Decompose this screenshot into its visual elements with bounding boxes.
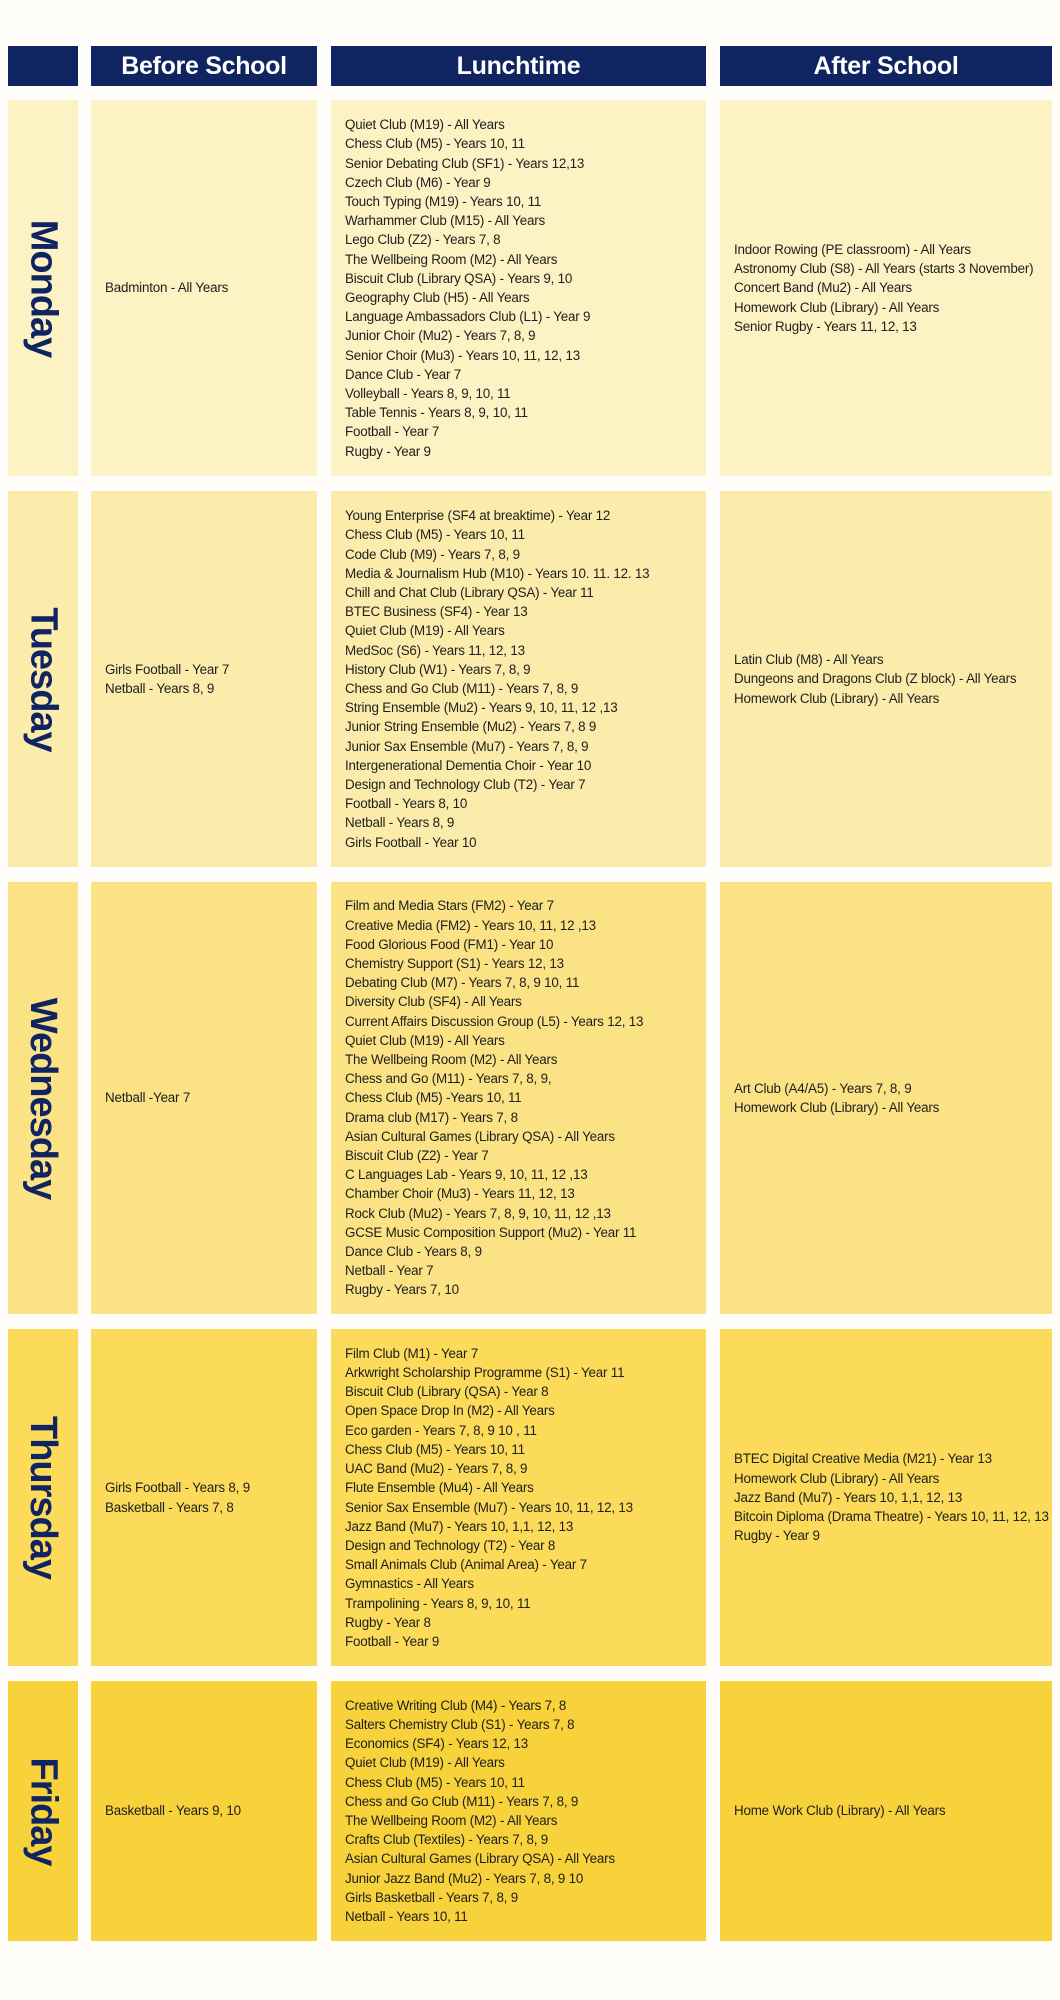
activity-item: Girls Football - Year 7 xyxy=(105,661,230,677)
activity-item: Concert Band (Mu2) - All Years xyxy=(734,280,912,296)
activity-item: Crafts Club (Textiles) - Years 7, 8, 9 xyxy=(345,1832,549,1848)
activity-item: Netball - Years 10, 11 xyxy=(345,1909,468,1925)
activity-item: Quiet Club (M19) - All Years xyxy=(345,1755,505,1771)
after-activities-monday xyxy=(720,100,1052,476)
activity-item: Intergenerational Dementia Choir - Year 10 xyxy=(345,757,592,773)
activity-item: Salters Chemistry Club (S1) - Years 7, 8 xyxy=(345,1716,575,1732)
activity-item: Basketball - Years 7, 8 xyxy=(105,1499,234,1515)
activity-item: Dungeons and Dragons Club (Z block) - All Years xyxy=(734,671,1017,687)
after-activities-thursday xyxy=(720,1329,1052,1666)
activity-item: History Club (W1) - Years 7, 8, 9 xyxy=(345,661,531,677)
activity-item: Young Enterprise (SF4 at breaktime) - Year 12 xyxy=(345,508,611,524)
activity-item: Chess Club (M5) - Years 10, 11 xyxy=(345,1441,525,1457)
activity-item: Arkwright Scholarship Programme (S1) - Year 11 xyxy=(345,1365,625,1381)
activity-item: Flute Ensemble (Mu4) - All Years xyxy=(345,1480,534,1496)
before-activities-thursday xyxy=(91,1329,317,1666)
activity-item: Design and Technology Club (T2) - Year 7 xyxy=(345,777,586,793)
activity-item: Art Club (A4/A5) - Years 7, 8, 9 xyxy=(734,1080,912,1096)
activity-item: Chamber Choir (Mu3) - Years 11, 12, 13 xyxy=(345,1186,575,1202)
header-before-school: Before School xyxy=(91,46,317,86)
activity-item: Rugby - Year 9 xyxy=(734,1528,820,1544)
activity-item: Badminton - All Years xyxy=(105,280,229,296)
header-after-school: After School xyxy=(720,46,1052,86)
activity-item: BTEC Digital Creative Media (M21) - Year 13 xyxy=(734,1451,992,1467)
activity-item: Asian Cultural Games (Library QSA) - All Years xyxy=(345,1128,615,1144)
activity-item: Senior Sax Ensemble (Mu7) - Years 10, 11, 12, 13 xyxy=(345,1499,633,1515)
activity-item: Quiet Club (M19) - All Years xyxy=(345,1032,505,1048)
activity-item: Chess Club (M5) - Years 10, 11 xyxy=(345,1774,525,1790)
activity-item: Chess and Go Club (M11) - Years 7, 8, 9 xyxy=(345,1793,579,1809)
day-name: Wednesday xyxy=(22,997,65,1199)
activity-item: Netball -Year 7 xyxy=(105,1090,191,1106)
activity-item: Creative Media (FM2) - Years 10, 11, 12 ,13 xyxy=(345,917,596,933)
activity-item: Current Affairs Discussion Group (L5) - Years 12, 13 xyxy=(345,1013,644,1029)
activity-item: String Ensemble (Mu2) - Years 9, 10, 11, 12 ,13 xyxy=(345,700,618,716)
activity-item: Jazz Band (Mu7) - Years 10, 1,1, 12, 13 xyxy=(734,1489,963,1505)
day-name: Friday xyxy=(22,1756,65,1866)
before-activities-friday xyxy=(91,1681,317,1941)
activity-item: Design and Technology (T2) - Year 8 xyxy=(345,1537,556,1553)
activity-item: Football - Year 7 xyxy=(345,424,440,440)
activity-item: C Languages Lab - Years 9, 10, 11, 12 ,13 xyxy=(345,1167,588,1183)
activity-item: Bitcoin Diploma (Drama Theatre) - Years 10, 11, 12, 13 xyxy=(734,1509,1049,1525)
activity-item: Girls Basketball - Years 7, 8, 9 xyxy=(345,1889,518,1905)
activity-item: Creative Writing Club (M4) - Years 7, 8 xyxy=(345,1697,567,1713)
activity-item: Netball - Years 8, 9 xyxy=(105,681,215,696)
activity-item: UAC Band (Mu2) - Years 7, 8, 9 xyxy=(345,1461,528,1477)
activity-item: Rock Club (Mu2) - Years 7, 8, 9, 10, 11, 12 ,13 xyxy=(345,1205,611,1221)
after-activities-wednesday xyxy=(720,882,1052,1314)
activity-item: Girls Football - Years 8, 9 xyxy=(105,1480,250,1496)
activity-item: GCSE Music Composition Support (Mu2) - Year 11 xyxy=(345,1224,637,1240)
activity-item: Chess Club (M5) - Years 10, 11 xyxy=(345,527,525,543)
day-label-thursday xyxy=(8,1329,78,1666)
after-activities-tuesday xyxy=(720,491,1052,867)
activity-item: Lego Club (Z2) - Years 7, 8 xyxy=(345,232,501,248)
activity-item: Diversity Club (SF4) - All Years xyxy=(345,994,522,1010)
activity-item: Senior Choir (Mu3) - Years 10, 11, 12, 13 xyxy=(345,347,580,363)
after-activities-friday xyxy=(720,1681,1052,1941)
activity-item: Girls Football - Year 10 xyxy=(345,834,477,850)
activity-item: Basketball - Years 9, 10 xyxy=(105,1803,241,1819)
activity-item: Geography Club (H5) - All Years xyxy=(345,290,530,305)
day-name: Thursday xyxy=(22,1415,65,1580)
day-name: Monday xyxy=(22,219,65,357)
activity-item: Netball - Years 8, 9 xyxy=(345,815,455,831)
activity-item: Chess and Go (M11) - Years 7, 8, 9, xyxy=(345,1071,552,1087)
activity-item: Homework Club (Library) - All Years xyxy=(734,1470,940,1486)
activity-item: Indoor Rowing (PE classroom) - All Years xyxy=(734,241,971,257)
activity-item: Volleyball - Years 8, 9, 10, 11 xyxy=(345,386,511,402)
activity-item: Chemistry Support (S1) - Years 12, 13 xyxy=(345,955,564,971)
activity-item: Warhammer Club (M15) - All Years xyxy=(345,213,545,229)
before-activities-monday xyxy=(91,100,317,476)
before-activities-wednesday xyxy=(91,882,317,1314)
activity-item: Gymnastics - All Years xyxy=(345,1576,474,1592)
activity-item: Junior String Ensemble (Mu2) - Years 7, 8 9 xyxy=(345,719,597,735)
day-label-friday xyxy=(8,1681,78,1941)
lunch-activities-wednesday xyxy=(331,882,706,1314)
activity-item: Biscuit Club (Z2) - Year 7 xyxy=(345,1148,489,1163)
activity-item: Code Club (M9) - Years 7, 8, 9 xyxy=(345,546,520,562)
activity-item: Media & Journalism Hub (M10) - Years 10. 11. 12. 13 xyxy=(345,565,650,581)
activity-item: Debating Club (M7) - Years 7, 8, 9 10, 11 xyxy=(345,975,580,991)
activity-item: MedSoc (S6) - Years 11, 12, 13 xyxy=(345,642,525,658)
activity-item: Dance Club - Year 7 xyxy=(345,366,462,382)
activity-item: The Wellbeing Room (M2) - All Years xyxy=(345,1051,558,1067)
activity-item: Dance Club - Years 8, 9 xyxy=(345,1244,482,1260)
activity-item: Rugby - Years 7, 10 xyxy=(345,1282,459,1298)
activity-item: Drama club (M17) - Years 7, 8 xyxy=(345,1109,518,1125)
activity-item: Home Work Club (Library) - All Years xyxy=(734,1803,946,1819)
header-corner-blank xyxy=(8,46,78,86)
day-label-tuesday xyxy=(8,491,78,867)
activity-item: Quiet Club (M19) - All Years xyxy=(345,623,505,639)
activity-item: Astronomy Club (S8) - All Years (starts 3 November) xyxy=(734,261,1034,277)
activity-item: Football - Year 9 xyxy=(345,1633,440,1649)
activity-item: Chill and Chat Club (Library QSA) - Year 11 xyxy=(345,584,594,600)
activity-item: Senior Rugby - Years 11, 12, 13 xyxy=(734,318,917,334)
activity-item: Junior Sax Ensemble (Mu7) - Years 7, 8, 9 xyxy=(345,738,589,754)
activity-item: Jazz Band (Mu7) - Years 10, 1,1, 12, 13 xyxy=(345,1518,574,1534)
activity-item: Senior Debating Club (SF1) - Years 12,13 xyxy=(345,155,585,171)
activity-item: Open Space Drop In (M2) - All Years xyxy=(345,1403,555,1419)
activity-item: Biscuit Club (Library QSA) - Years 9, 10 xyxy=(345,270,573,286)
activity-item: Biscuit Club (Library (QSA) - Year 8 xyxy=(345,1384,549,1400)
activity-item: Chess and Go Club (M11) - Years 7, 8, 9 xyxy=(345,681,579,696)
lunch-activities-monday xyxy=(331,100,706,476)
activity-item: Film Club (M1) - Year 7 xyxy=(345,1345,479,1361)
activity-item: Economics (SF4) - Years 12, 13 xyxy=(345,1736,529,1752)
activity-item: Czech Club (M6) - Year 9 xyxy=(345,174,491,190)
activity-item: Language Ambassadors Club (L1) - Year 9 xyxy=(345,309,591,325)
day-label-monday xyxy=(8,100,78,476)
activity-item: Touch Typing (M19) - Years 10, 11 xyxy=(345,193,542,209)
activity-item: Chess Club (M5) - Years 10, 11 xyxy=(345,136,525,152)
activity-item: BTEC Business (SF4) - Year 13 xyxy=(345,604,528,620)
activity-item: The Wellbeing Room (M2) - All Years xyxy=(345,1813,558,1828)
activity-item: Small Animals Club (Animal Area) - Year 7 xyxy=(345,1557,587,1573)
activity-item: Netball - Year 7 xyxy=(345,1263,434,1279)
activity-item: Rugby - Year 9 xyxy=(345,443,431,459)
activity-item: The Wellbeing Room (M2) - All Years xyxy=(345,251,558,267)
activity-item: Asian Cultural Games (Library QSA) - All Years xyxy=(345,1851,615,1867)
activity-item: Chess Club (M5) -Years 10, 11 xyxy=(345,1090,522,1106)
day-label-wednesday xyxy=(8,882,78,1314)
activity-item: Junior Choir (Mu2) - Years 7, 8, 9 xyxy=(345,328,536,344)
activity-item: Food Glorious Food (FM1) - Year 10 xyxy=(345,936,554,952)
day-name: Tuesday xyxy=(22,606,65,752)
activity-item: Trampolining - Years 8, 9, 10, 11 xyxy=(345,1595,531,1611)
activity-item: Eco garden - Years 7, 8, 9 10 , 11 xyxy=(345,1422,537,1438)
activity-item: Football - Years 8, 10 xyxy=(345,796,468,812)
activity-item: Homework Club (Library) - All Years xyxy=(734,1100,940,1115)
activity-item: Latin Club (M8) - All Years xyxy=(734,652,884,668)
lunch-activities-friday xyxy=(331,1681,706,1941)
header-lunchtime: Lunchtime xyxy=(331,46,706,86)
activity-item: Homework Club (Library) - All Years xyxy=(734,690,940,706)
before-activities-tuesday xyxy=(91,491,317,867)
activity-item: Film and Media Stars (FM2) - Year 7 xyxy=(345,898,554,914)
activity-item: Quiet Club (M19) - All Years xyxy=(345,117,505,133)
lunch-activities-thursday xyxy=(331,1329,706,1666)
lunch-activities-tuesday xyxy=(331,491,706,867)
activity-item: Table Tennis - Years 8, 9, 10, 11 xyxy=(345,405,528,421)
activity-item: Homework Club (Library) - All Years xyxy=(734,299,940,315)
activity-item: Junior Jazz Band (Mu2) - Years 7, 8, 9 10 xyxy=(345,1870,584,1886)
activity-item: Rugby - Year 8 xyxy=(345,1614,431,1630)
